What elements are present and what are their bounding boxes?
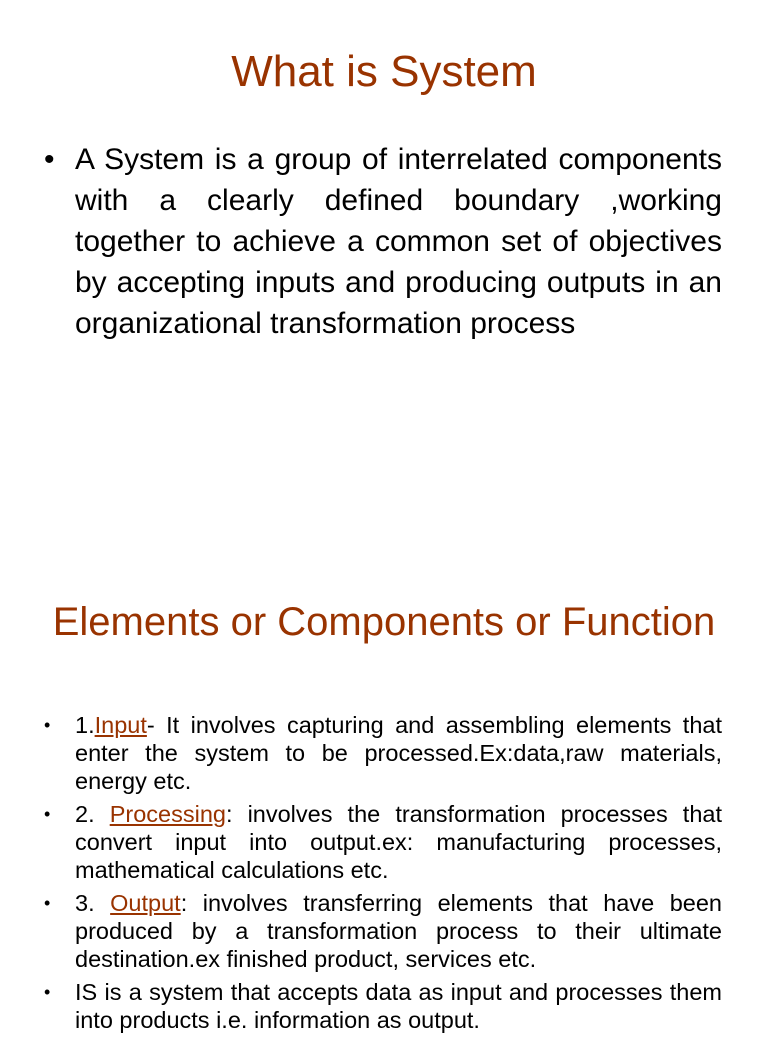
bullet-item-is [44,978,722,1034]
slide-elements [0,512,768,1033]
bullet-text: A System is a group of interrelated components with a clearly defined boundary ,working together to achieve a common set of objectives by accepting inputs and producing outputs in an organizational transformation process [75,143,722,340]
slide-title: What is System [231,47,537,96]
item-text: IS is a system that accepts data as input and processes them into products i.e. information as output. [75,979,722,1033]
bullet-list [44,139,722,344]
item-text: : involves transferring elements that have been produced by a transformation process to their ultimate destination.ex finished product, services etc. [75,890,722,972]
item-prefix: 2. [75,801,110,827]
bullet-list [44,711,722,1039]
item-prefix: 3. [75,890,111,916]
term-processing: Processing [109,801,226,827]
bullet-item-output [44,889,722,973]
item-text: - It involves capturing and assembling elements that enter the system to be processed.Ex:data,raw materials, energy etc. [75,712,722,794]
term-input: Input [94,712,147,738]
slide-what-is-system [0,0,768,512]
slide-title: Elements or Components or Function [52,600,716,644]
bullet-item-input [44,711,722,795]
term-output: Output [110,890,181,916]
item-text: : involves the transformation processes that convert input into output.ex: manufacturing processes, mathematical calculations etc. [75,801,722,883]
item-prefix: 1. [75,712,95,738]
bullet-item-processing [44,800,722,884]
bullet-item [44,139,722,344]
